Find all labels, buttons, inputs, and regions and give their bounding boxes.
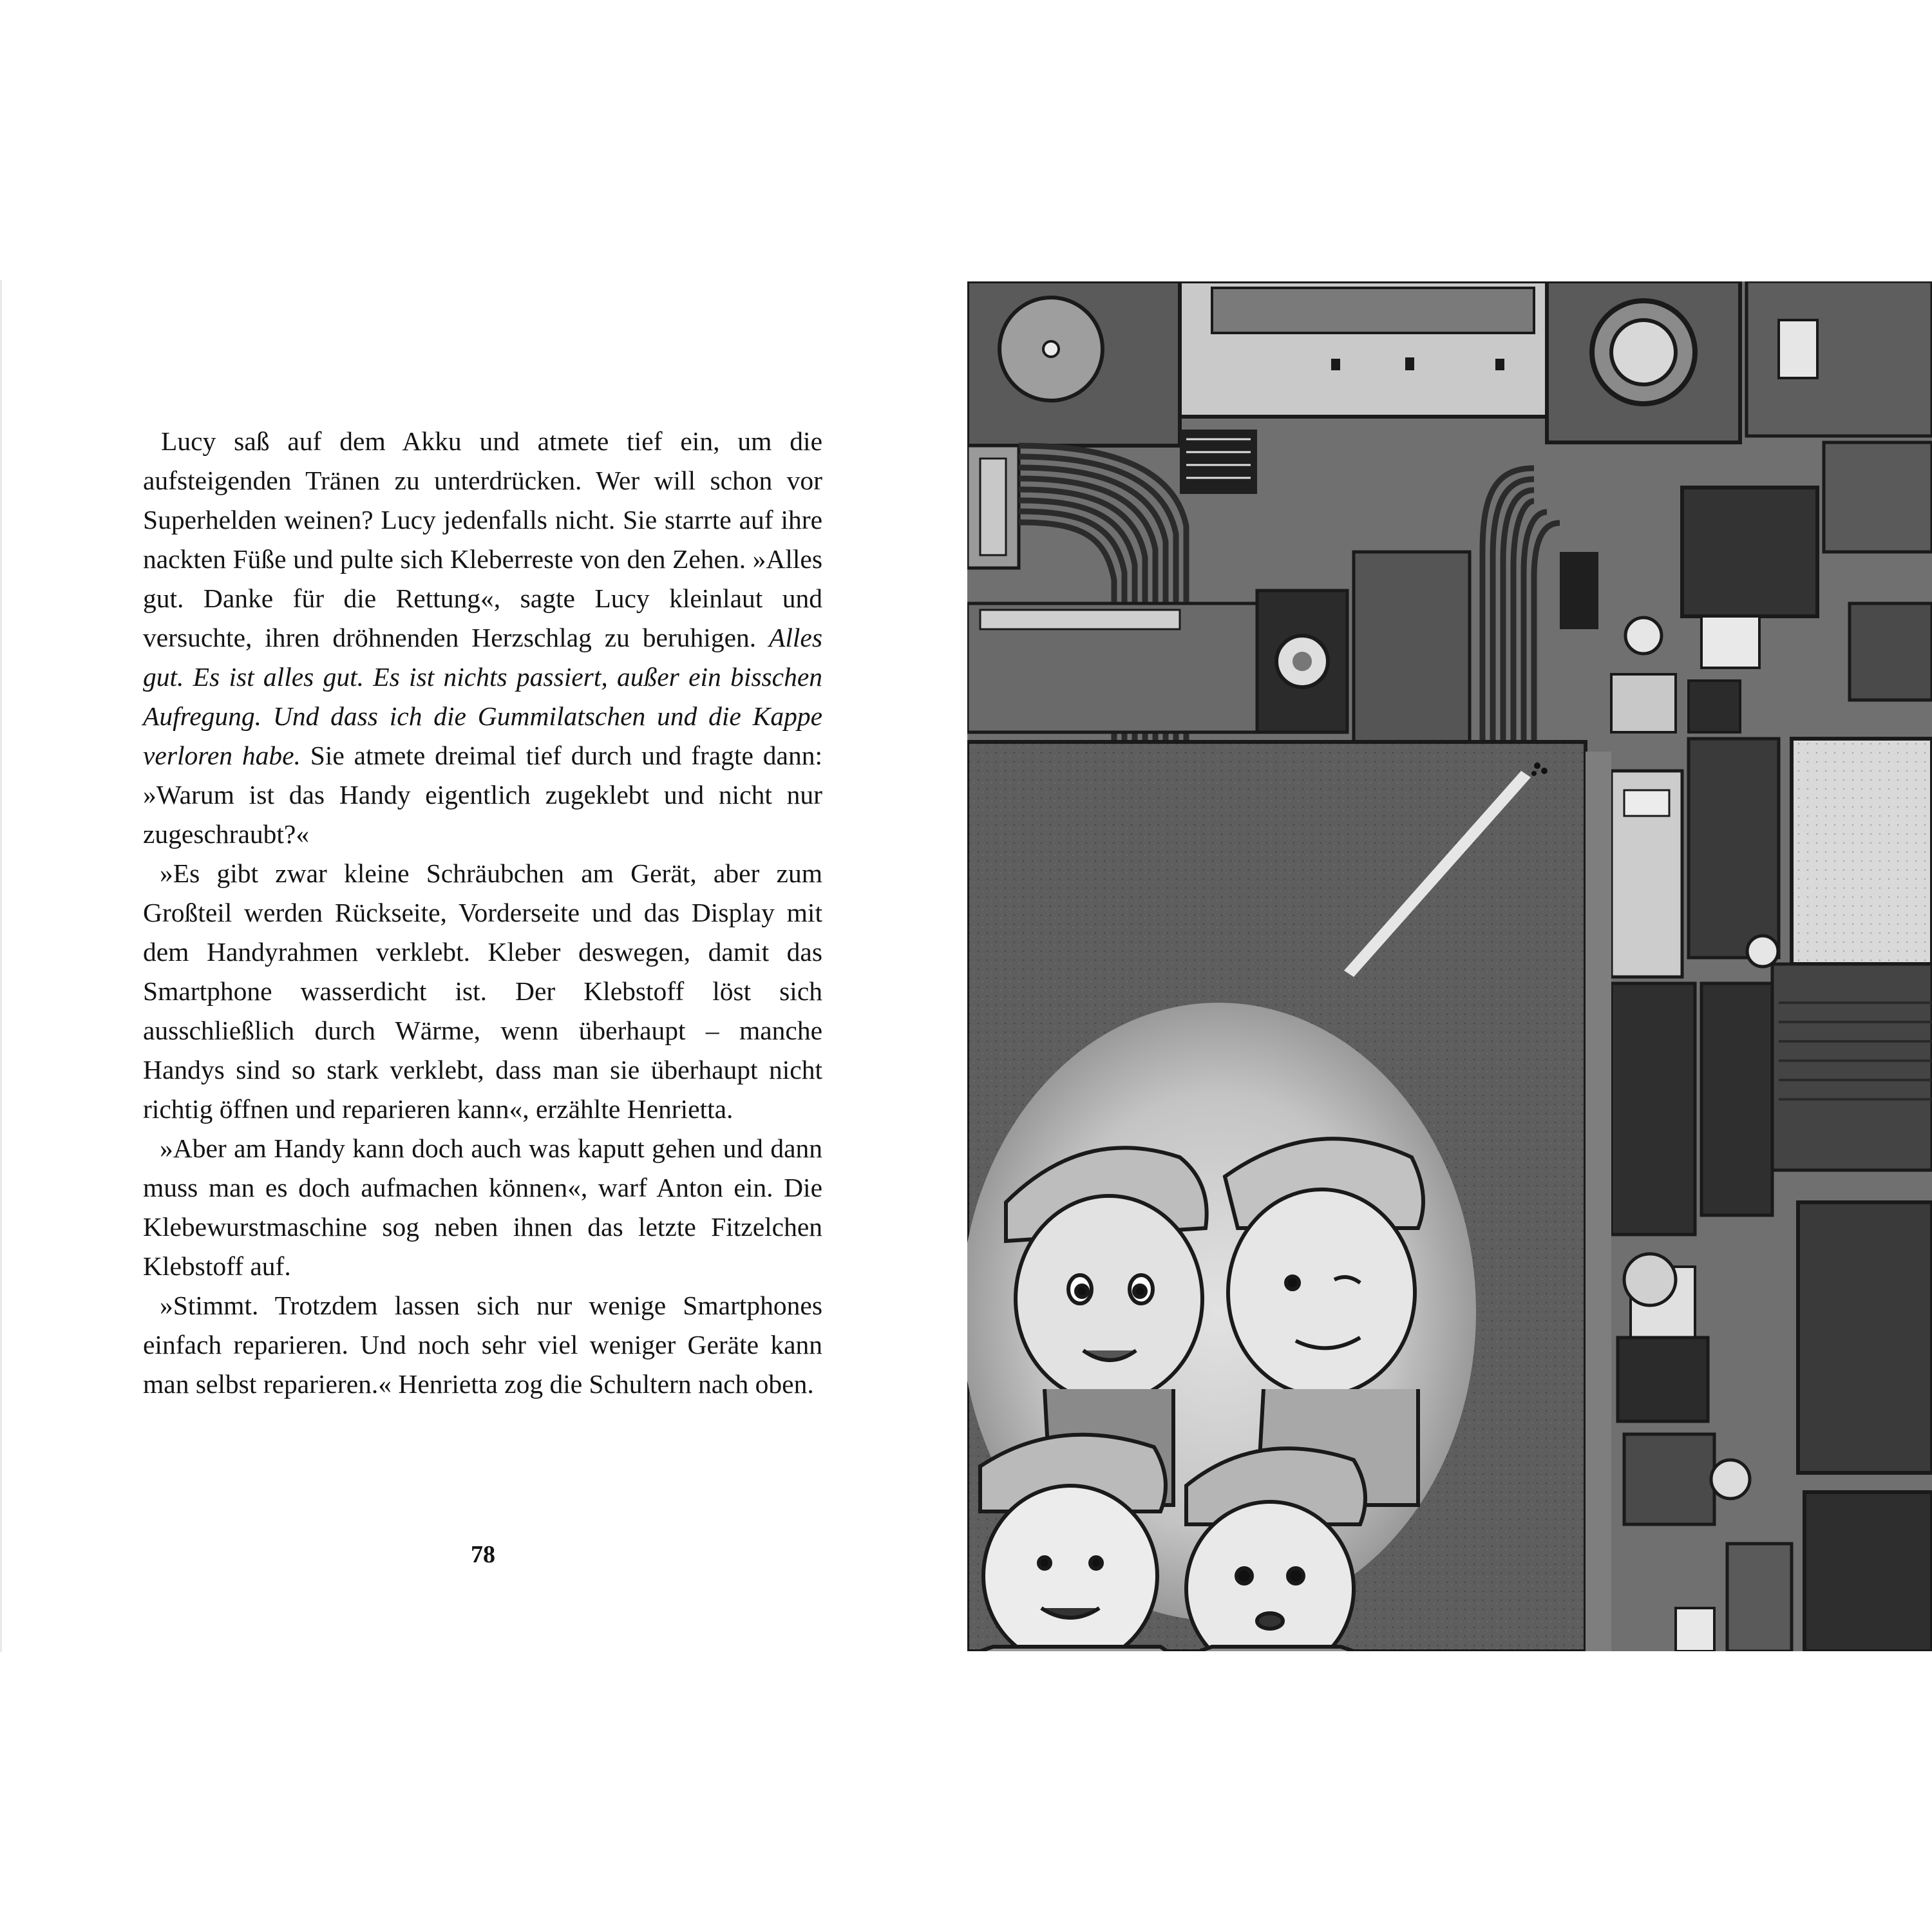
paragraph-text: Lucy saß auf dem Akku und atmete tief ein, um die aufsteigenden Tränen zu unterdrücken. Wer will schon vor Superhelden weinen? Lucy jedenfalls nicht. Sie starrte auf ihre nackten Füße und pulte sich Kleberreste von den Zehen. »Alles gut. Danke für die Rettung«, sagte Lucy kleinlaut und versuchte, ihren dröhnenden Herzschlag zu beruhigen. [143,426,822,652]
paragraph [143,422,822,854]
page-number: 78 [471,1541,495,1568]
paragraph-text: Sie atmete dreimal tief durch und fragte dann: »Warum ist das Handy eigentlich zugeklebt und nicht nur zugeschraubt?« [143,741,822,849]
face-boy-wink [1228,1189,1415,1396]
illustration-svg [967,281,1932,1651]
paragraph-text: »Stimmt. Trotzdem lassen sich nur wenige Smartphones einfach reparieren. Und noch sehr viel weniger Geräte kann man selbst reparieren.« Henrietta zog die Schultern nach oben. [143,1291,822,1399]
paragraph-text: »Es gibt zwar kleine Schräubchen am Gerät, aber zum Großteil werden Rückseite, Vorderseite und das Display mit dem Handyrahmen verklebt. Kleber deswegen, damit das Smartphone wasserdicht ist. Der Klebstoff löst sich ausschließlich durch Wärme, wenn überhaupt – manche Handys sind so stark verklebt, dass man sie überhaupt nicht richtig öffnen und reparieren kann«, erzählte Henrietta. [143,858,822,1124]
chip [1682,488,1817,616]
italic-thought: Alles gut. Es ist alles gut. Es ist nichts passiert, außer ein bisschen Aufregung. Und dass ich die Gummilatschen und die Kappe verloren habe. [143,623,822,770]
text-column [143,422,822,1404]
memory-chip [1611,983,1695,1235]
paragraph-text: »Aber am Handy kann doch auch was kaputt gehen und dann muss man es doch aufmachen können«, warf Anton ein. Die Klebewurstmaschine sog neben ihnen das letzte Fitzelchen Klebstoff auf. [143,1133,822,1281]
face-robot-girl [1016,1196,1202,1402]
paragraph [143,854,822,1129]
processor-chip [1798,1202,1932,1473]
paragraph [143,1286,822,1404]
face-boy [983,1486,1157,1651]
circuit-board-illustration [967,281,1932,1651]
left-edge-shadow [0,280,2,1652]
paragraph [143,1129,822,1286]
